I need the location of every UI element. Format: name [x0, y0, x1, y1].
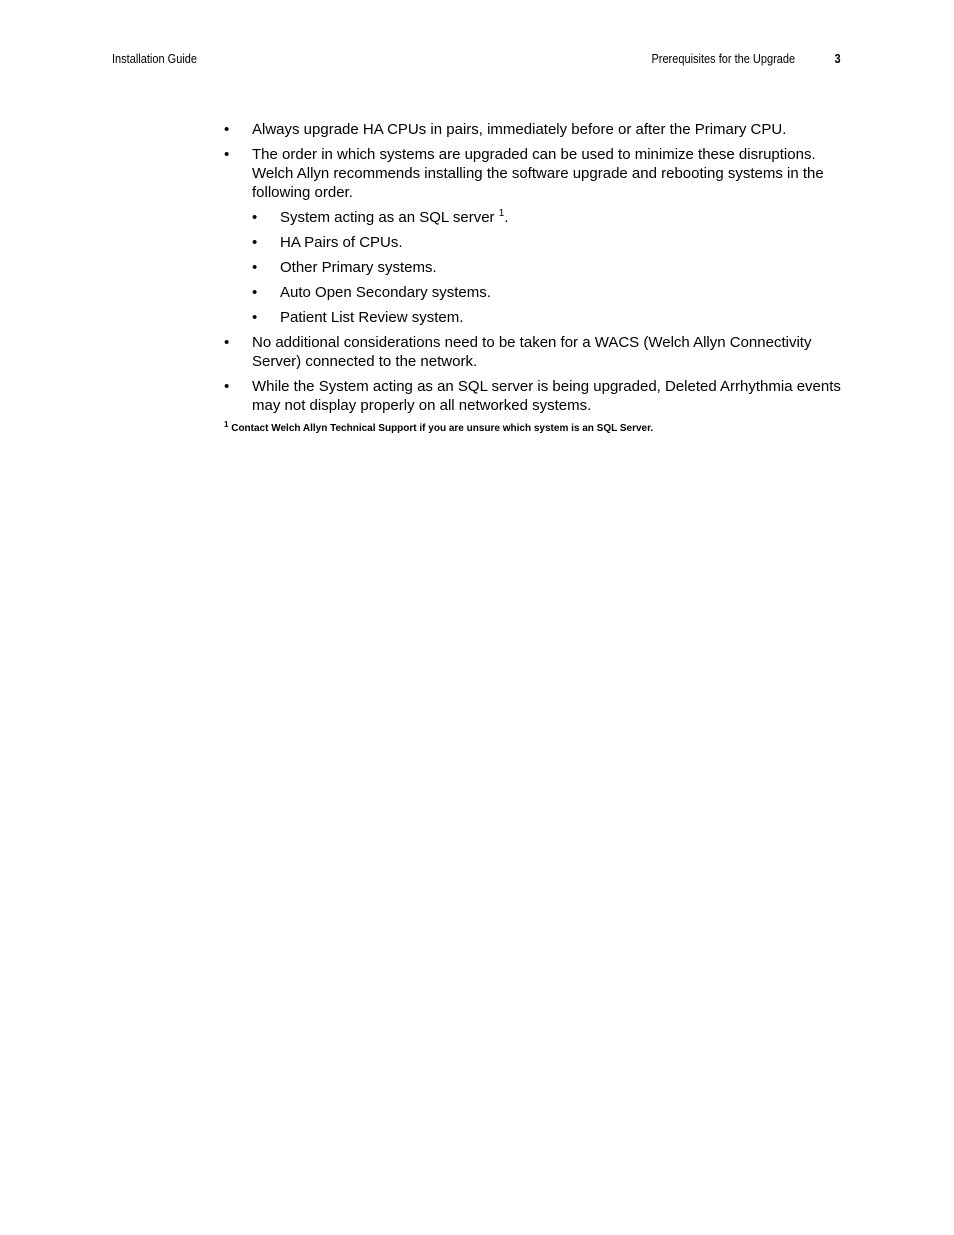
footnote-reference: 1 — [498, 208, 505, 219]
sub-list-item — [252, 258, 844, 277]
sub-list-item-period: . — [504, 209, 509, 226]
bullet-icon: • — [252, 259, 258, 276]
sub-list-item — [252, 308, 844, 327]
footnote — [224, 420, 844, 434]
list-item-text: While the System acting as an SQL server is being upgraded, Deleted Arrhythmia events may not display properly on all networked systems. — [252, 378, 841, 414]
list-item — [224, 145, 844, 327]
list-item-text: No additional considerations need to be taken for a WACS (Welch Allyn Connectivity Server) connected to the network. — [252, 334, 812, 370]
bullet-icon: • — [224, 334, 230, 351]
list-item — [224, 333, 844, 371]
document-title: Installation Guide — [112, 52, 198, 66]
footnote-text: Contact Welch Allyn Technical Support if you are unsure which system is an SQL Server. — [228, 423, 654, 434]
sub-list-item-text: Auto Open Secondary systems. — [280, 284, 491, 301]
bullet-icon: • — [252, 284, 258, 301]
bullet-icon: • — [252, 209, 258, 226]
list-item — [224, 377, 844, 415]
sub-list-item-text: Other Primary systems. — [280, 259, 437, 276]
bullet-icon: • — [224, 121, 230, 138]
sub-list-item — [252, 283, 844, 302]
sub-list-item-text: Patient List Review system. — [280, 309, 464, 326]
sub-list-item — [252, 208, 844, 227]
section-title: Prerequisites for the Upgrade — [651, 52, 796, 66]
sub-list-item-text: System acting as an SQL server — [280, 209, 499, 226]
sub-list-item-text: HA Pairs of CPUs. — [280, 234, 403, 251]
bullet-icon: • — [224, 378, 230, 395]
main-content — [224, 120, 844, 421]
page-number: 3 — [834, 52, 841, 66]
list-item-text: The order in which systems are upgraded can be used to minimize these disruptions. Welch Allyn recommends installing the software upgrade and rebooting systems in the following order. — [252, 146, 824, 201]
page-header — [112, 52, 841, 70]
footnote-mark: 1 — [224, 420, 229, 429]
bullet-icon: • — [252, 309, 258, 326]
bullet-icon: • — [224, 146, 230, 163]
bullet-icon: • — [252, 234, 258, 251]
sub-list-item — [252, 233, 844, 252]
list-item-text: Always upgrade HA CPUs in pairs, immediately before or after the Primary CPU. — [252, 121, 787, 138]
list-item — [224, 120, 844, 139]
sub-list — [252, 208, 844, 327]
